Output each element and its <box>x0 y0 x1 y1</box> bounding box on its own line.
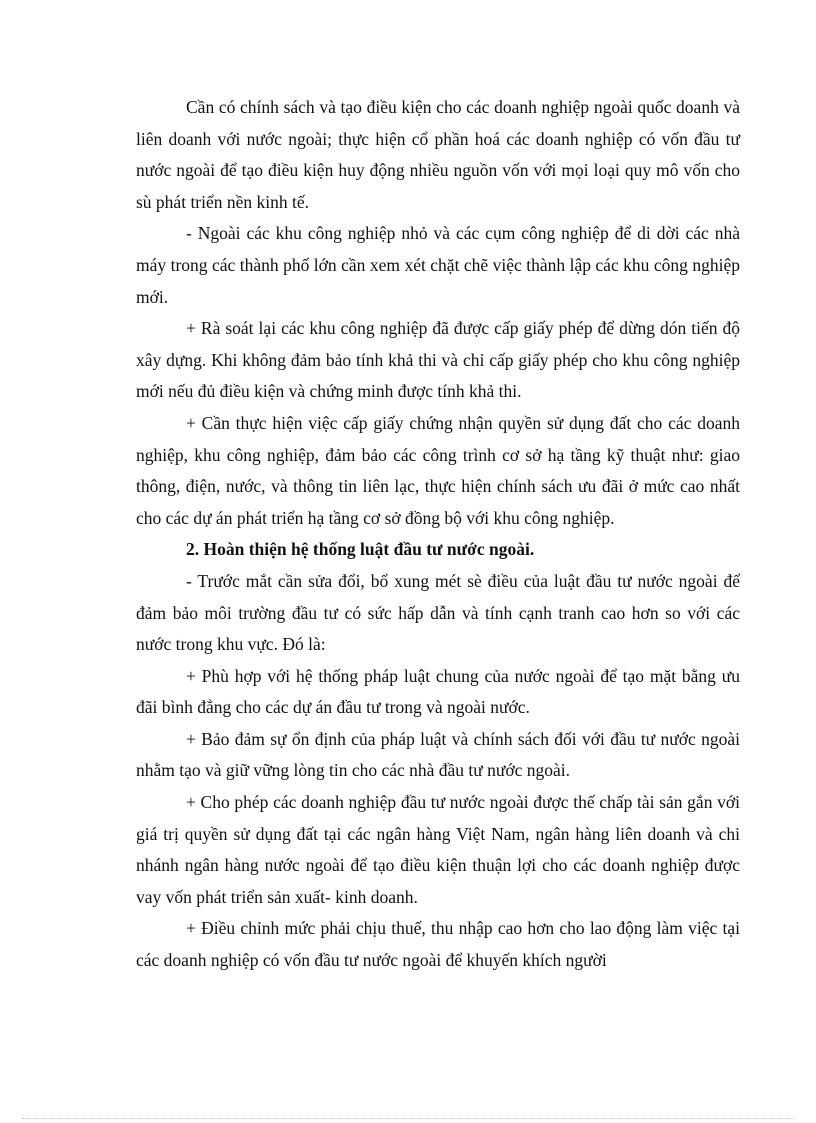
document-body <box>136 92 740 977</box>
paragraph-legal-stability: + Bảo đảm sự ổn định của pháp luật và chính sách đối với đầu tư nước ngoài nhằm tạo và giữ vững lòng tin cho các nhà đầu tư nước ngoài. <box>136 728 740 781</box>
paragraph-land-use-rights: + Cần thực hiện việc cấp giấy chứng nhận quyền sử dụng đất cho các doanh nghiệp, khu công nghiệp, đảm bảo các công trình cơ sở hạ tầng kỹ thuật như: giao thông, điện, nước, và thông tin liên lạc, thực hiện chính sách ưu đãi ở mức cao nhất cho các dự án phát triển hạ tầng cơ sở đồng bộ với khu công nghiệp. <box>136 412 740 528</box>
paragraph-legal-consistency: + Phù hợp với hệ thống pháp luật chung của nước ngoài để tạo mặt bằng ưu đãi bình đẳng cho các dự án đầu tư trong và ngoài nước. <box>136 665 740 718</box>
paragraph-policy-support: Cần có chính sách và tạo điều kiện cho các doanh nghiệp ngoài quốc doanh và liên doanh với nước ngoài; thực hiện cổ phần hoá các doanh nghiệp có vốn đầu tư nước ngoài để tạo điều kiện huy động nhiều nguồn vốn với mọi loại quy mô vốn cho sù phát triển nền kinh tế. <box>136 97 740 212</box>
paragraph-license-review: + Rà soát lại các khu công nghiệp đã được cấp giấy phép để dừng dón tiến độ xây dựng. Khi không đảm bảo tính khả thi và chỉ cấp giấy phép cho khu công nghiệp mới nếu đủ điều kiện và chứng minh được tính khả thi. <box>136 318 740 402</box>
paragraph-mortgage: + Cho phép các doanh nghiệp đầu tư nước ngoài được thế chấp tài sản gắn với giá trị quyền sử dụng đất tại các ngân hàng Việt Nam, ngân hàng liên doanh và chi nhánh ngân hàng nước ngoài để tạo điều kiện thuận lợi cho các doanh nghiệp được vay vốn phát triển sản xuất- kinh doanh. <box>136 792 740 907</box>
section-heading: 2. Hoàn thiện hệ thống luật đầu tư nước ngoài. <box>186 539 535 560</box>
paragraph-industrial-zones: - Ngoài các khu công nghiệp nhỏ và các cụm công nghiệp để di dời các nhà máy trong các thành phố lớn cần xem xét chặt chẽ việc thành lập các khu công nghiệp mới. <box>136 223 740 307</box>
paragraph-tax-adjustment: + Điều chỉnh mức phải chịu thuế, thu nhập cao hơn cho lao động làm việc tại các doanh nghiệp có vốn đầu tư nước ngoài để khuyến khích người <box>136 918 740 971</box>
page-bottom-divider <box>22 1118 794 1119</box>
paragraph-law-amendment: - Trước mắt cần sửa đổi, bổ xung mét sè điều của luật đầu tư nước ngoài để đảm bảo môi trường đầu tư có sức hấp dẫn và tính cạnh tranh cao hơn so với các nước trong khu vực. Đó là: <box>136 570 740 655</box>
